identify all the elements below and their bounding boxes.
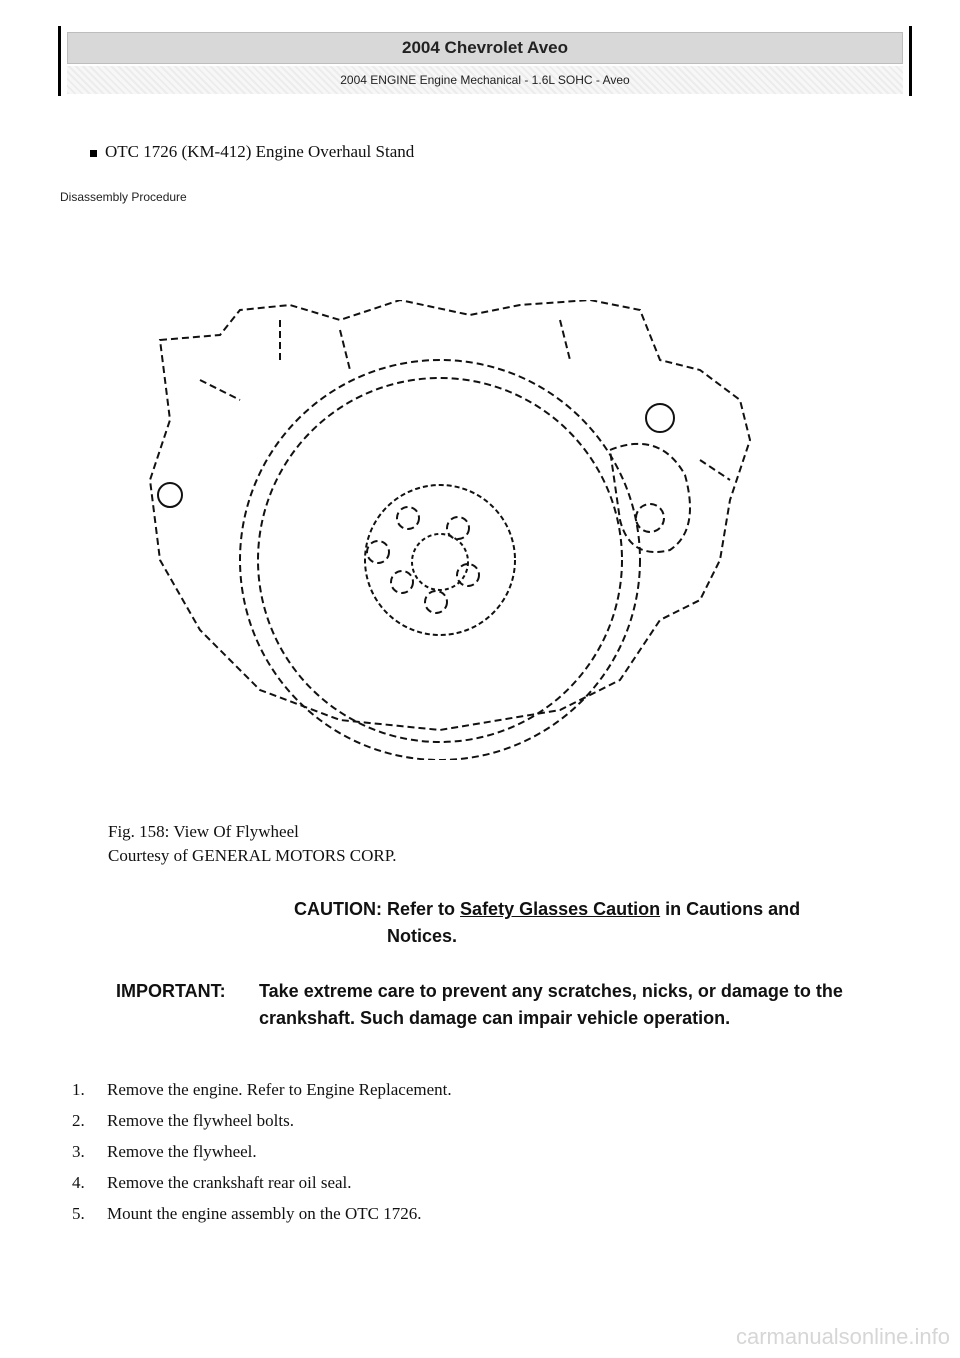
step-text: Mount the engine assembly on the OTC 1726. — [107, 1204, 422, 1223]
section-heading: Disassembly Procedure — [60, 190, 187, 204]
starter-motor-outline — [610, 444, 690, 552]
mounting-bolt — [158, 483, 182, 507]
procedure-step — [72, 1142, 452, 1173]
caution-text — [387, 896, 827, 950]
important-note — [116, 978, 916, 1032]
procedure-step — [72, 1111, 452, 1142]
flywheel-bolt-hole — [447, 517, 469, 539]
figure-caption-title: Fig. 158: View Of Flywheel — [108, 822, 299, 841]
step-number: 4. — [72, 1173, 85, 1192]
document-title: 2004 Chevrolet Aveo — [67, 32, 903, 64]
caution-text-after: in Cautions and Notices. — [387, 899, 801, 946]
procedure-steps — [72, 1080, 452, 1235]
caution-note — [182, 896, 842, 950]
engine-block-outline — [150, 300, 750, 730]
step-text: Remove the crankshaft rear oil seal. — [107, 1173, 352, 1192]
step-text: Remove the flywheel bolts. — [107, 1111, 294, 1130]
engine-detail-line — [200, 320, 730, 480]
step-number: 1. — [72, 1080, 85, 1099]
flywheel-bolt-hole — [391, 571, 413, 593]
page-header — [58, 26, 912, 96]
mounting-bolt — [646, 404, 674, 432]
procedure-step — [72, 1080, 452, 1111]
figure-caption-credit: Courtesy of GENERAL MOTORS CORP. — [108, 846, 397, 865]
flywheel-bolt-hole — [457, 564, 479, 586]
flywheel-bolt-hole — [367, 541, 389, 563]
flywheel-bolt-hole — [397, 507, 419, 529]
important-text: Take extreme care to prevent any scratches, nicks, or damage to the crankshaft. Such damage can impair vehicle operation. — [259, 981, 843, 1028]
site-watermark: carmanualsonline.info — [735, 1324, 950, 1349]
step-number: 2. — [72, 1111, 85, 1130]
figure-caption — [108, 820, 397, 868]
flywheel-bolt-hole — [425, 591, 447, 613]
step-number: 3. — [72, 1142, 85, 1161]
step-text — [107, 1080, 452, 1111]
special-tool-item — [90, 142, 414, 162]
procedure-step — [72, 1204, 452, 1235]
caution-text-before: Refer to — [387, 899, 456, 919]
caution-label: CAUTION: — [294, 899, 382, 919]
procedure-step — [72, 1173, 452, 1204]
special-tool-text: OTC 1726 (KM-412) Engine Overhaul Stand — [105, 142, 415, 161]
bullet-icon — [90, 150, 97, 157]
document-subtitle: 2004 ENGINE Engine Mechanical - 1.6L SOHC - Aveo — [67, 66, 903, 94]
flywheel-illustration — [140, 300, 780, 760]
step-text: Remove the flywheel. — [107, 1142, 257, 1161]
step-text-body: Remove the engine. Refer to — [107, 1080, 302, 1099]
mounting-bolt — [636, 504, 664, 532]
important-label: IMPORTANT: — [116, 981, 226, 1001]
flywheel-ring-inner — [258, 378, 622, 742]
safety-glasses-caution-link[interactable]: Safety Glasses Caution — [460, 899, 661, 919]
step-text-tail: . — [447, 1080, 452, 1099]
step-number: 5. — [72, 1204, 85, 1223]
engine-replacement-link[interactable]: Engine Replacement — [306, 1080, 448, 1099]
